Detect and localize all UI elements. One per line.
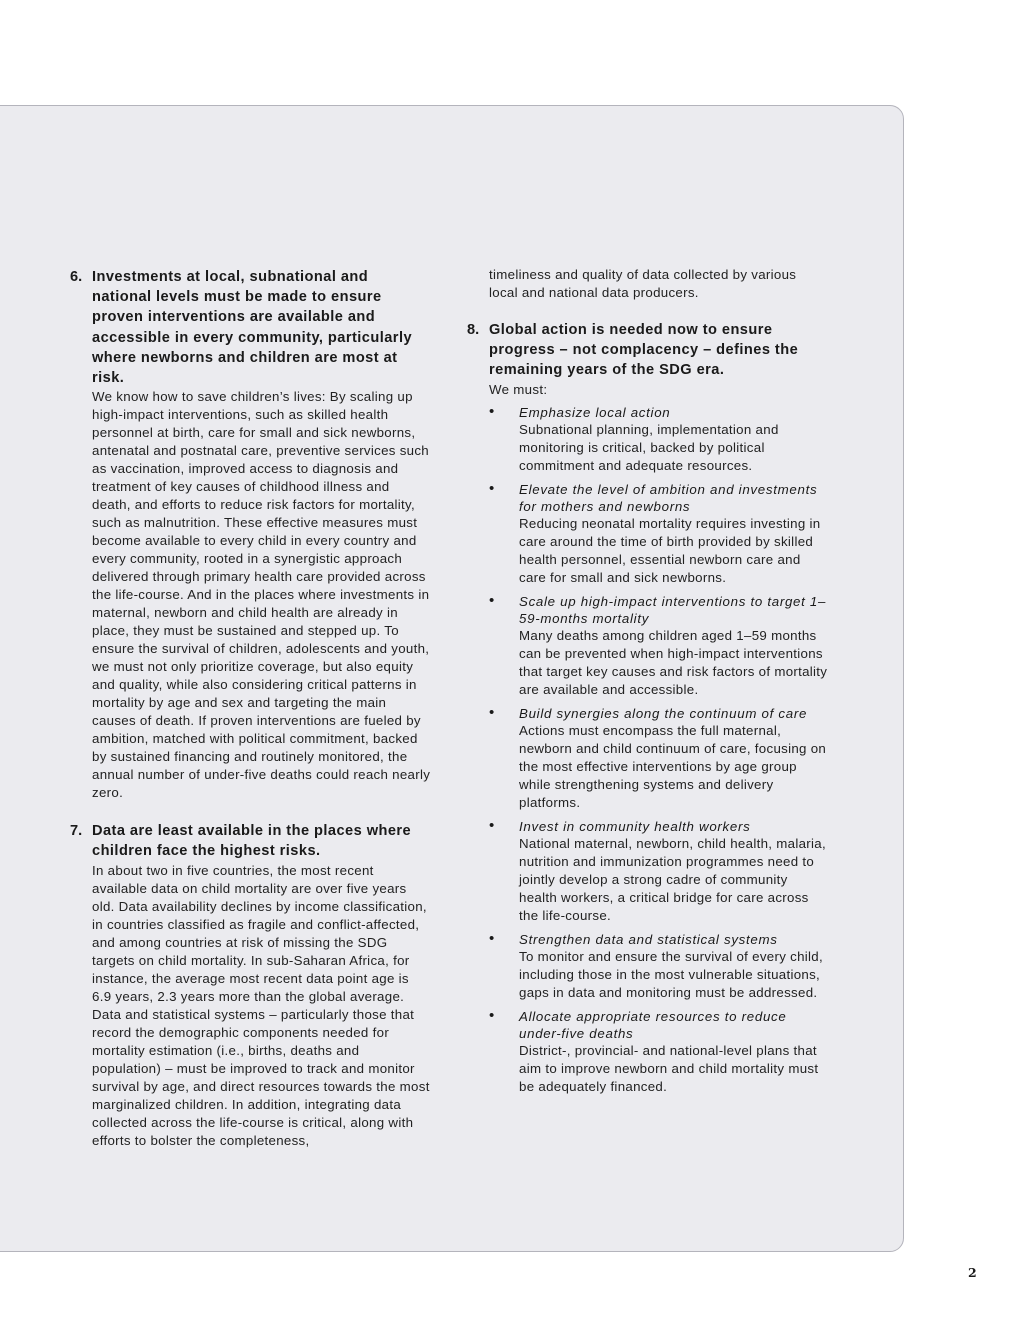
list-item-title: Allocate appropriate resources to reduce under-five deaths bbox=[519, 1008, 787, 1041]
list-item-text: Reducing neonatal mortality requires investing in care around the time of birth provided by skilled health personnel, essential newborn care and care for small and sick newborns. bbox=[519, 515, 821, 585]
section-body: We know how to save children’s lives: By scaling up high-impact interventions, such as skilled health personnel at birth, care for small and sick newborns, antenatal and postnatal care, preventive services such as vaccination, improved access to diagnosis and treatment of key causes of childhood illness and death, and efforts to reduce risk factors for mortality, such as malnutrition. These effective measures must become available to every child in every country and every community, rooted in a synergistic approach delivered through primary health care provided across the life-course. And in the places where investments in maternal, newborn and child health are already in place, they must be sustained and stepped up. To ensure the survival of children, adolescents and youth, we must not only prioritize coverage, but also equity and quality, while also considering critical patterns in mortality by age and sex and targeting the main causes of death. If proven interventions are fueled by ambition, matched with political commitment, backed by sustained financing and routinely monitored, the annual number of under-five deaths could reach nearly zero. bbox=[92, 389, 431, 801]
section-7 bbox=[70, 821, 432, 1149]
list-item bbox=[489, 481, 829, 587]
list-item bbox=[489, 705, 829, 812]
list-item bbox=[489, 1008, 829, 1096]
list-item-title: Emphasize local action bbox=[519, 404, 671, 420]
list-item-text: To monitor and ensure the survival of every child, including those in the most vulnerable situations, gaps in data and monitoring must be addressed. bbox=[519, 948, 823, 1000]
bullet: • bbox=[489, 816, 495, 834]
right-column bbox=[467, 266, 829, 1102]
list-item-title: Elevate the level of ambition and investments for mothers and newborns bbox=[519, 481, 818, 514]
section-heading: Data are least available in the places where children face the highest risks. bbox=[92, 823, 412, 860]
list-item-text: Actions must encompass the full maternal, newborn and child continuum of care, focusing on the most effective interventions by age group while strengthening systems and delivery platforms. bbox=[519, 722, 827, 810]
list-item-text: Subnational planning, implementation and monitoring is critical, backed by political commitment and adequate resources. bbox=[519, 421, 779, 473]
bullet: • bbox=[489, 591, 495, 609]
bullet: • bbox=[489, 402, 495, 420]
list-item-title: Scale up high-impact interventions to target 1–59-months mortality bbox=[519, 593, 827, 626]
section-intro: We must: bbox=[489, 381, 548, 397]
section-6 bbox=[70, 267, 432, 802]
page-number: 2 bbox=[968, 1265, 977, 1280]
section-body: In about two in five countries, the most recent available data on child mortality are over five years old. Data availability declines by income classification, in countries classified as fragile and conflict-affected, and among countries at risk of missing the SDG targets on child mortality. In sub-Saharan Africa, for instance, the average most recent data point age is 6.9 years, 2.3 years more than the global average. Data and statistical systems – particularly those that record the demographic components needed for mortality estimation (i.e., births, deaths and population) – must be improved to track and monitor survival by age, and direct resources towards the most marginalized children. In addition, integrating data collected across the life-course is critical, along with efforts to bolster the completeness, bbox=[92, 862, 430, 1148]
section-heading: Global action is needed now to ensure progress – not complacency – defines the remaining years of the SDG era. bbox=[489, 322, 799, 379]
list-item-text: Many deaths among children aged 1–59 months can be prevented when high-impact interventions that target key causes and risk factors of mortality are available and accessible. bbox=[519, 627, 828, 697]
list-item-title: Build synergies along the continuum of care bbox=[519, 705, 808, 721]
bullet: • bbox=[489, 929, 495, 947]
list-item-title: Invest in community health workers bbox=[519, 818, 751, 834]
section-heading: Investments at local, subnational and national levels must be made to ensure proven interventions are available and accessible in every community, particularly where newborns and children are most at risk. bbox=[92, 269, 413, 387]
bullet: • bbox=[489, 1006, 495, 1024]
bullet: • bbox=[489, 703, 495, 721]
list-item bbox=[489, 818, 829, 925]
section-8 bbox=[467, 320, 829, 1096]
list-item-title: Strengthen data and statistical systems bbox=[519, 931, 778, 947]
bullet: • bbox=[489, 479, 495, 497]
action-list bbox=[489, 404, 829, 1096]
section-number: 7. bbox=[70, 823, 83, 840]
section-7-continuation: timeliness and quality of data collected by various local and national data producers. bbox=[489, 267, 797, 300]
list-item bbox=[489, 404, 829, 475]
section-number: 8. bbox=[467, 322, 480, 338]
left-column bbox=[70, 267, 432, 1150]
list-item-text: National maternal, newborn, child health, malaria, nutrition and immunization programmes need to jointly develop a strong cadre of community health workers, a critical bridge for care across the life-course. bbox=[519, 835, 826, 923]
list-item bbox=[489, 593, 829, 699]
list-item-text: District-, provincial- and national-level plans that aim to improve newborn and child mortality must be adequately financed. bbox=[519, 1042, 819, 1094]
section-number: 6. bbox=[70, 269, 83, 285]
list-item bbox=[489, 931, 829, 1002]
